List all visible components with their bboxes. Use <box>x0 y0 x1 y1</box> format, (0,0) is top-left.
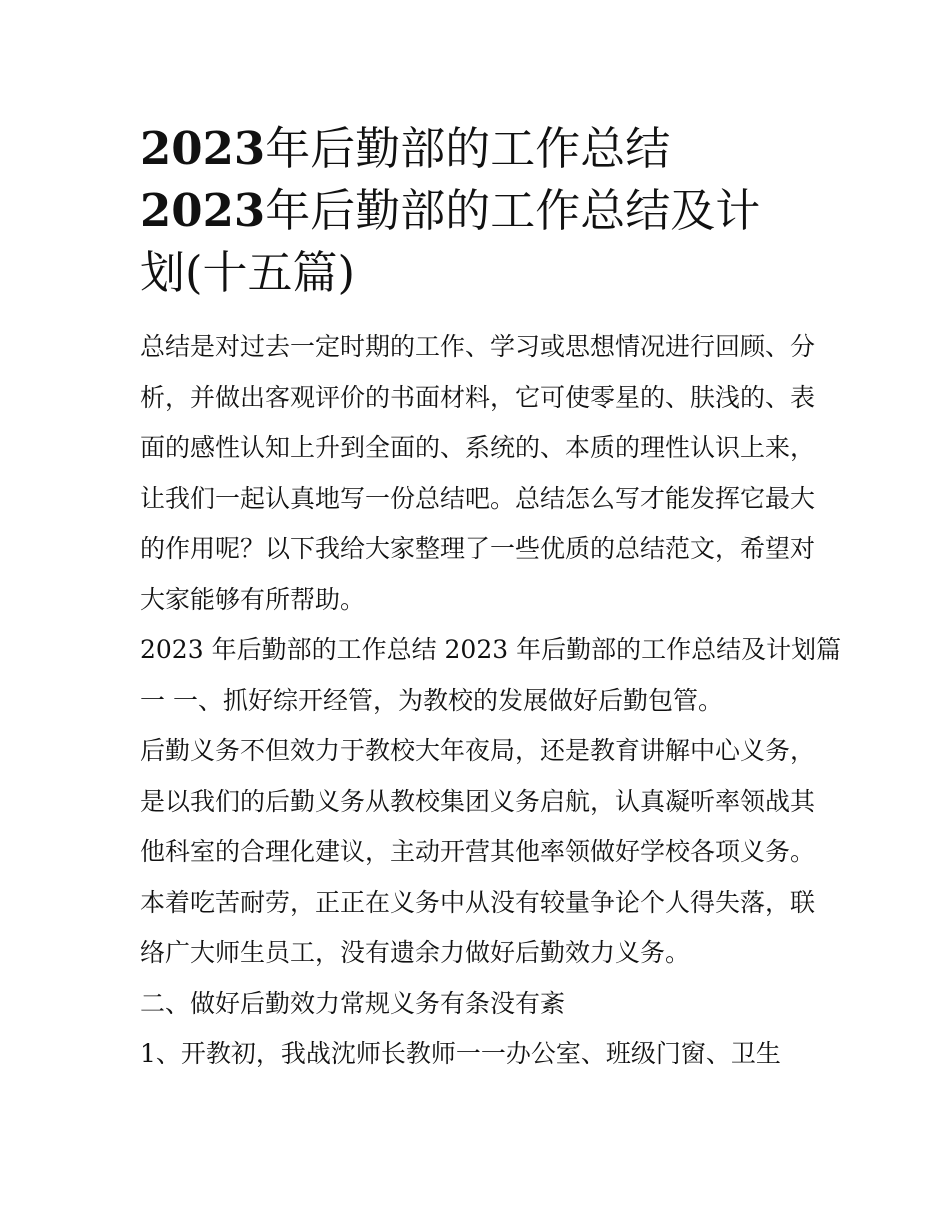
document-body <box>140 322 842 1080</box>
title-text: 年后勤部的工作总结及计 <box>265 184 761 237</box>
body-line: 他科室的合理化建议，主动开营其他率领做好学校各项义务。 <box>140 837 816 866</box>
title-line-3 <box>140 242 820 304</box>
body-line: 2023 年后勤部的工作总结 2023 年后勤部的工作总结及计划篇 <box>140 635 842 664</box>
body-line: 络广大师生员工，没有遗余力做好后勤效力义务。 <box>140 938 691 967</box>
title-line-2 <box>140 180 820 242</box>
body-line: 是以我们的后勤义务从教校集团义务启航，认真凝听率领战其 <box>140 786 816 816</box>
body-line: 总结是对过去一定时期的工作、学习或思想情况进行回顾、分 <box>140 332 816 361</box>
body-line: 后勤义务不但效力于教校大年夜局，还是教育讲解中心义务， <box>140 736 816 765</box>
title-text: 年后勤部的工作总结 <box>265 122 671 175</box>
body-line: 让我们一起认真地写一份总结吧。总结怎么写才能发挥它最大 <box>140 483 816 513</box>
body-line: 1、开教初，我战沈师长教师一一办公室、班级门窗、卫生 <box>140 1039 781 1068</box>
body-line: 大家能够有所帮助。 <box>140 584 366 614</box>
body-line: 一 一、抓好综开经管，为教校的发展做好后勤包管。 <box>140 685 723 715</box>
body-line: 析，并做出客观评价的书面材料，它可使零星的、肤浅的、表 <box>140 382 816 412</box>
body-line: 二、做好后勤效力常规义务有条没有紊 <box>140 988 566 1018</box>
title-year: 2023 <box>140 184 266 237</box>
body-line: 面的感性认知上升到全面的、系统的、本质的理性认识上来， <box>140 433 816 462</box>
title-text: 划(十五篇) <box>140 246 356 299</box>
body-line: 的作用呢？以下我给大家整理了一些优质的总结范文，希望对 <box>140 534 816 563</box>
document-title <box>140 118 820 304</box>
title-line-1 <box>140 118 820 180</box>
document-content <box>140 118 842 1080</box>
title-year: 2023 <box>140 122 266 175</box>
body-line: 本着吃苦耐劳，正正在义务中从没有较量争论个人得失落，联 <box>140 887 816 917</box>
